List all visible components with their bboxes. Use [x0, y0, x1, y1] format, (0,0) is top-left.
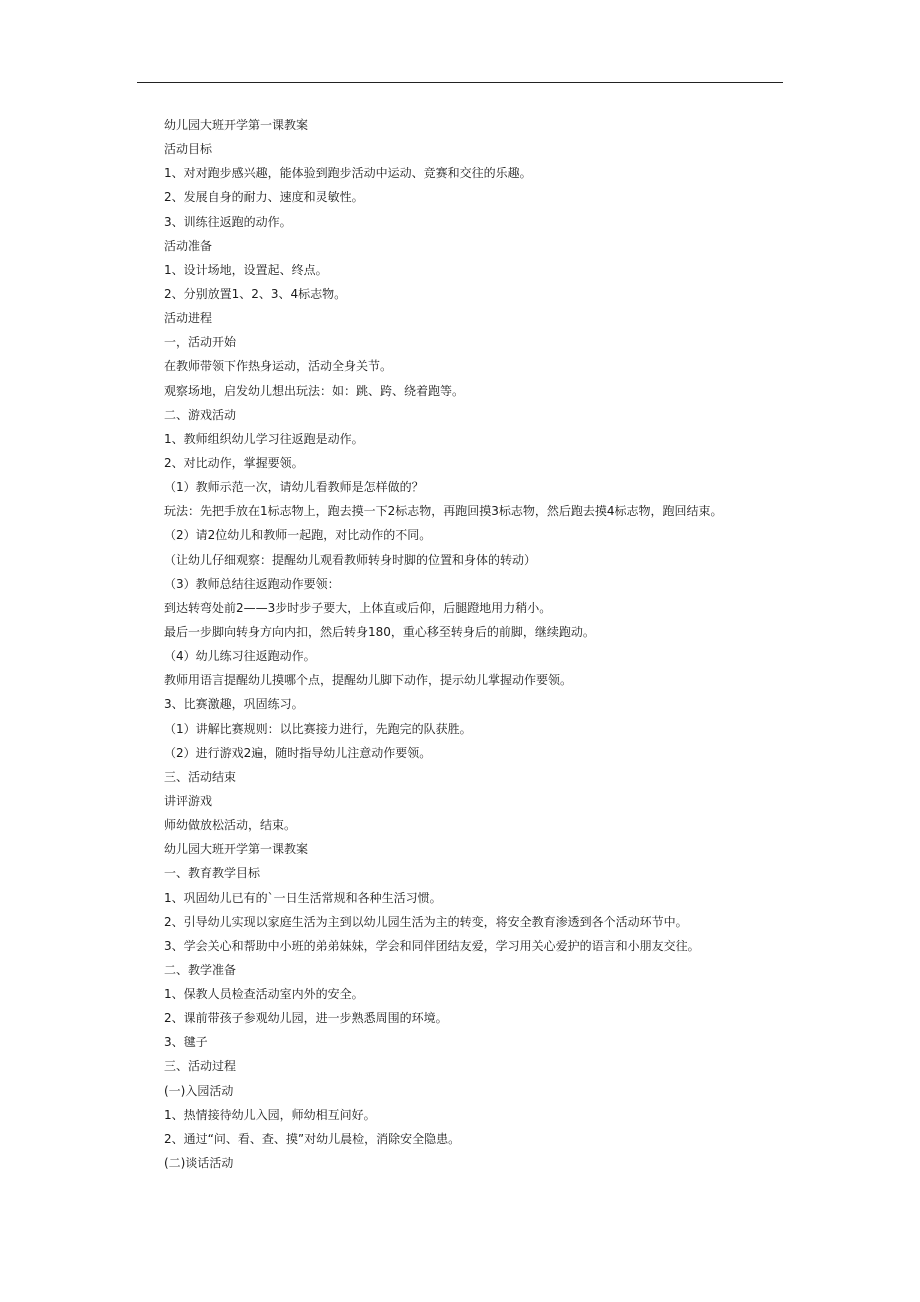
- document-line: 讲评游戏: [164, 793, 213, 808]
- document-line: 师幼做放松活动，结束。: [164, 818, 297, 833]
- document-line: （2）请2位幼儿和教师一起跑，对比动作的不同。: [164, 528, 432, 543]
- document-line: 二、教学准备: [164, 962, 237, 977]
- document-line: 活动进程: [164, 311, 213, 326]
- document-line: 3、比赛激趣，巩固练习。: [164, 697, 304, 712]
- document-line: 3、毽子: [164, 1035, 208, 1050]
- document-line: 观察场地，启发幼儿想出玩法：如：跳、跨、绕着跑等。: [164, 383, 465, 398]
- document-line: 2、对比动作，掌握要领。: [164, 455, 304, 470]
- document-line: 1、设计场地，设置起、终点。: [164, 262, 328, 277]
- document-body: [164, 113, 784, 1175]
- document-line: 2、通过“问、看、查、摸”对幼儿晨检，消除安全隐患。: [164, 1131, 461, 1146]
- document-line: 1、对对跑步感兴趣，能体验到跑步活动中运动、竞赛和交往的乐趣。: [164, 166, 532, 181]
- document-line: （2）进行游戏2遍，随时指导幼儿注意动作要领。: [164, 745, 432, 760]
- document-line: 2、发展自身的耐力、速度和灵敏性。: [164, 190, 364, 205]
- document-line: 教师用语言提醒幼儿摸哪个点，提醒幼儿脚下动作，提示幼儿掌握动作要领。: [164, 673, 573, 688]
- document-line: 2、引导幼儿实现以家庭生活为主到以幼儿园生活为主的转变，将安全教育渗透到各个活动环节中。: [164, 914, 688, 929]
- document-line: 活动目标: [164, 142, 213, 157]
- header-rule: [137, 82, 783, 83]
- document-line: 幼儿园大班开学第一课教案: [164, 118, 309, 132]
- document-line: 3、学会关心和帮助中小班的弟弟妹妹，学会和同伴团结友爱，学习用关心爱护的语言和小朋友交往。: [164, 938, 700, 953]
- document-line: (一)入园活动: [164, 1083, 234, 1098]
- document-line: 1、保教人员检查活动室内外的安全。: [164, 987, 364, 1002]
- document-line: 三、活动过程: [164, 1059, 237, 1074]
- document-line: 最后一步脚向转身方向内扣，然后转身180，重心移至转身后的前脚，继续跑动。: [164, 624, 595, 639]
- document-line: 玩法：先把手放在1标志物上，跑去摸一下2标志物，再跑回摸3标志物，然后跑去摸4标志物，跑回结束。: [164, 504, 723, 519]
- document-line: (二)谈话活动: [164, 1156, 234, 1171]
- document-line: （让幼儿仔细观察：提醒幼儿观看教师转身时脚的位置和身体的转动）: [164, 552, 537, 567]
- document-line: 活动准备: [164, 238, 213, 253]
- document-line: 在教师带领下作热身运动，活动全身关节。: [164, 359, 393, 374]
- document-line: 三、活动结束: [164, 769, 237, 784]
- document-line: 一，活动开始: [164, 335, 237, 350]
- document-line: 1、热情接待幼儿入园，师幼相互问好。: [164, 1107, 376, 1122]
- document-line: 幼儿园大班开学第一课教案: [164, 842, 309, 857]
- document-line: 二、游戏活动: [164, 407, 237, 422]
- document-line: 2、课前带孩子参观幼儿园，进一步熟悉周围的环境。: [164, 1011, 448, 1026]
- document-line: 3、训练往返跑的动作。: [164, 214, 292, 229]
- document-line: 一、教育教学目标: [164, 866, 261, 881]
- document-line: 2、分别放置1、2、3、4标志物。: [164, 286, 347, 301]
- document-line: 1、巩固幼儿已有的`一日生活常规和各种生活习惯。: [164, 890, 442, 905]
- document-line: （3）教师总结往返跑动作要领：: [164, 576, 340, 591]
- document-line: 1、教师组织幼儿学习往返跑是动作。: [164, 431, 364, 446]
- document-line: （4）幼儿练习往返跑动作。: [164, 649, 316, 664]
- document-line: （1）教师示范一次，请幼儿看教师是怎样做的？: [164, 480, 424, 495]
- document-line: （1）讲解比赛规则：以比赛接力进行，先跑完的队获胜。: [164, 721, 472, 736]
- document-line: 到达转弯处前2——3步时步子要大，上体直或后仰，后腿蹬地用力稍小。: [164, 600, 552, 615]
